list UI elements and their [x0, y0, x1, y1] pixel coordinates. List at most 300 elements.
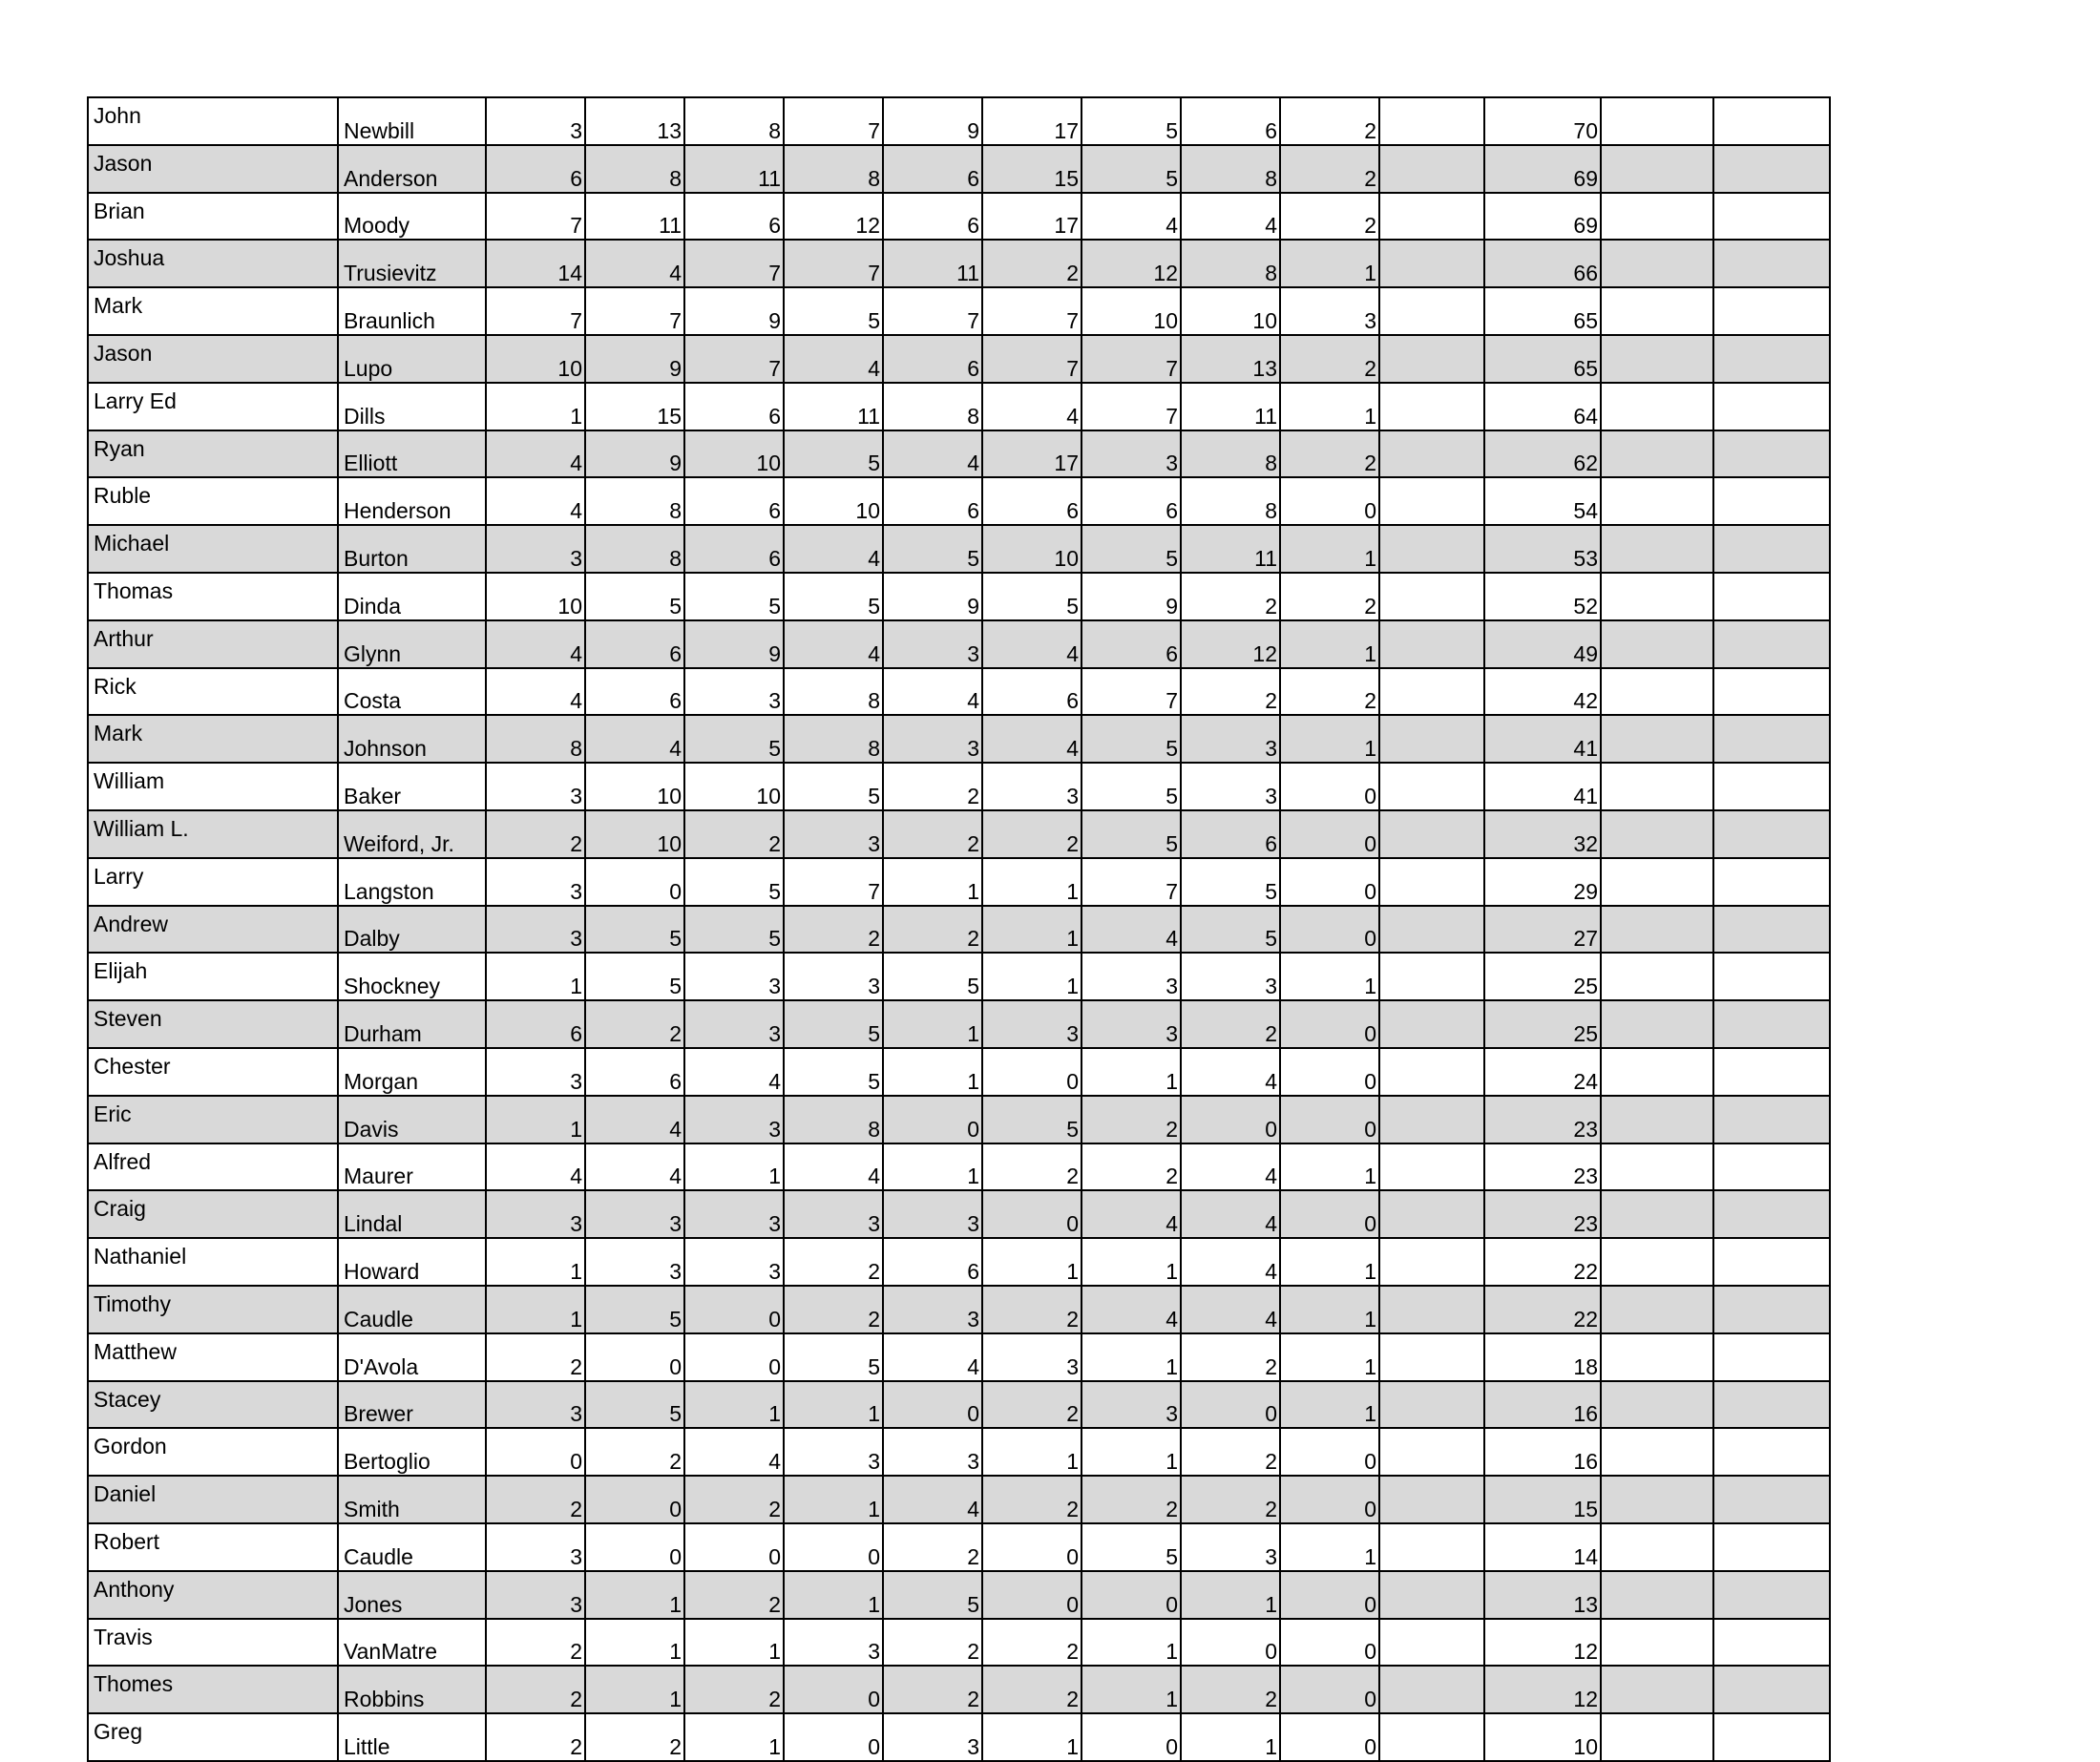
score-cell: 1 [784, 1571, 883, 1619]
score-cell: 4 [1082, 1286, 1181, 1333]
last-name-cell: Maurer [338, 1143, 486, 1191]
blank-cell [1713, 193, 1830, 241]
first-name-cell: Ryan [88, 430, 338, 478]
score-cell: 0 [1280, 1476, 1379, 1523]
blank-cell [1379, 383, 1484, 430]
first-name-cell: Brian [88, 193, 338, 241]
score-cell: 17 [982, 430, 1082, 478]
table-row [88, 1428, 1830, 1476]
score-cell: 11 [684, 145, 784, 193]
score-cell: 0 [1082, 1571, 1181, 1619]
score-cell: 5 [585, 953, 684, 1000]
last-name-cell: Dinda [338, 573, 486, 620]
score-cell: 4 [784, 335, 883, 383]
score-cell: 5 [784, 573, 883, 620]
blank-cell [1713, 1333, 1830, 1381]
last-name-cell: Henderson [338, 477, 486, 525]
score-cell: 11 [883, 240, 982, 287]
score-cell: 8 [784, 668, 883, 716]
total-cell: 16 [1484, 1381, 1601, 1429]
last-name-cell: Glynn [338, 620, 486, 668]
score-cell: 6 [883, 335, 982, 383]
blank-cell [1601, 287, 1713, 335]
total-cell: 69 [1484, 193, 1601, 241]
score-cell: 4 [585, 1096, 684, 1143]
score-cell: 3 [883, 1190, 982, 1238]
blank-cell [1713, 1286, 1830, 1333]
score-cell: 7 [684, 240, 784, 287]
blank-cell [1601, 240, 1713, 287]
last-name-cell: Howard [338, 1238, 486, 1286]
table-row [88, 1048, 1830, 1096]
score-cell: 5 [1082, 145, 1181, 193]
score-cell: 3 [486, 763, 585, 810]
first-name-cell: Steven [88, 1000, 338, 1048]
blank-cell [1601, 620, 1713, 668]
score-cell: 3 [1082, 430, 1181, 478]
first-name-cell: Larry [88, 858, 338, 906]
total-cell: 53 [1484, 525, 1601, 573]
score-cell: 5 [883, 525, 982, 573]
score-cell: 9 [883, 97, 982, 145]
score-cell: 0 [1181, 1096, 1280, 1143]
table-row [88, 97, 1830, 145]
score-cell: 8 [585, 525, 684, 573]
blank-cell [1379, 763, 1484, 810]
score-cell: 1 [486, 1286, 585, 1333]
score-cell: 2 [982, 1666, 1082, 1713]
score-cell: 6 [1082, 477, 1181, 525]
score-cell: 1 [982, 953, 1082, 1000]
score-cell: 1 [684, 1143, 784, 1191]
score-cell: 10 [684, 763, 784, 810]
score-cell: 0 [1280, 763, 1379, 810]
last-name-cell: Newbill [338, 97, 486, 145]
score-cell: 8 [784, 715, 883, 763]
score-cell: 0 [1280, 477, 1379, 525]
first-name-cell: Robert [88, 1523, 338, 1571]
blank-cell [1379, 525, 1484, 573]
score-cell: 8 [784, 145, 883, 193]
score-cell: 1 [982, 1238, 1082, 1286]
score-cell: 4 [784, 620, 883, 668]
score-cell: 4 [585, 1143, 684, 1191]
first-name-cell: Greg [88, 1713, 338, 1761]
score-cell: 1 [1082, 1666, 1181, 1713]
score-cell: 10 [982, 525, 1082, 573]
score-cell: 1 [1280, 1286, 1379, 1333]
score-cell: 1 [486, 1096, 585, 1143]
blank-cell [1601, 1619, 1713, 1667]
score-cell: 1 [684, 1381, 784, 1429]
blank-cell [1713, 620, 1830, 668]
blank-cell [1713, 763, 1830, 810]
last-name-cell: Durham [338, 1000, 486, 1048]
score-cell: 2 [1280, 97, 1379, 145]
blank-cell [1379, 1571, 1484, 1619]
last-name-cell: Shockney [338, 953, 486, 1000]
total-cell: 65 [1484, 287, 1601, 335]
blank-cell [1379, 1000, 1484, 1048]
score-cell: 1 [1280, 525, 1379, 573]
score-cell: 3 [982, 1333, 1082, 1381]
score-cell: 0 [585, 1523, 684, 1571]
blank-cell [1713, 1096, 1830, 1143]
blank-cell [1379, 477, 1484, 525]
blank-cell [1601, 1238, 1713, 1286]
last-name-cell: VanMatre [338, 1619, 486, 1667]
score-cell: 9 [1082, 573, 1181, 620]
score-cell: 1 [883, 1000, 982, 1048]
score-cell: 2 [883, 763, 982, 810]
score-cell: 4 [883, 668, 982, 716]
score-cell: 4 [982, 620, 1082, 668]
blank-cell [1713, 430, 1830, 478]
score-cell: 3 [684, 1000, 784, 1048]
first-name-cell: Matthew [88, 1333, 338, 1381]
score-cell: 6 [684, 193, 784, 241]
score-cell: 4 [1181, 1048, 1280, 1096]
total-cell: 16 [1484, 1428, 1601, 1476]
score-cell: 4 [684, 1048, 784, 1096]
score-cell: 0 [1280, 810, 1379, 858]
score-cell: 3 [486, 906, 585, 954]
score-cell: 2 [982, 1619, 1082, 1667]
score-cell: 3 [486, 1048, 585, 1096]
score-cell: 3 [684, 668, 784, 716]
score-cell: 10 [684, 430, 784, 478]
total-cell: 23 [1484, 1143, 1601, 1191]
score-cell: 1 [1280, 383, 1379, 430]
blank-cell [1601, 1476, 1713, 1523]
score-cell: 9 [585, 430, 684, 478]
blank-cell [1713, 1666, 1830, 1713]
blank-cell [1713, 1476, 1830, 1523]
blank-cell [1713, 1238, 1830, 1286]
first-name-cell: William [88, 763, 338, 810]
score-cell: 0 [1280, 1048, 1379, 1096]
score-cell: 11 [585, 193, 684, 241]
first-name-cell: Andrew [88, 906, 338, 954]
score-cell: 2 [1280, 145, 1379, 193]
table-row [88, 620, 1830, 668]
score-cell: 2 [982, 240, 1082, 287]
blank-cell [1379, 1476, 1484, 1523]
score-cell: 1 [1280, 1238, 1379, 1286]
blank-cell [1601, 1713, 1713, 1761]
score-cell: 3 [486, 97, 585, 145]
score-cell: 8 [585, 145, 684, 193]
blank-cell [1713, 715, 1830, 763]
blank-cell [1379, 1619, 1484, 1667]
score-cell: 10 [585, 810, 684, 858]
score-cell: 2 [883, 1666, 982, 1713]
score-cell: 9 [883, 573, 982, 620]
score-cell: 2 [883, 1523, 982, 1571]
score-cell: 4 [1181, 1143, 1280, 1191]
score-cell: 15 [982, 145, 1082, 193]
score-cell: 2 [486, 810, 585, 858]
score-cell: 6 [684, 383, 784, 430]
score-cell: 4 [486, 430, 585, 478]
score-cell: 2 [684, 810, 784, 858]
score-cell: 1 [684, 1713, 784, 1761]
blank-cell [1601, 1666, 1713, 1713]
score-cell: 3 [486, 1381, 585, 1429]
last-name-cell: Anderson [338, 145, 486, 193]
first-name-cell: Larry Ed [88, 383, 338, 430]
blank-cell [1601, 858, 1713, 906]
score-cell: 5 [784, 430, 883, 478]
score-cell: 10 [486, 335, 585, 383]
score-cell: 1 [486, 1238, 585, 1286]
score-cell: 0 [684, 1286, 784, 1333]
blank-cell [1713, 858, 1830, 906]
score-cell: 3 [1181, 715, 1280, 763]
score-cell: 0 [1280, 1190, 1379, 1238]
score-cell: 1 [883, 1048, 982, 1096]
score-cell: 2 [784, 1238, 883, 1286]
blank-cell [1713, 477, 1830, 525]
blank-cell [1713, 1048, 1830, 1096]
table-row [88, 430, 1830, 478]
first-name-cell: Stacey [88, 1381, 338, 1429]
table-row [88, 1713, 1830, 1761]
table-row [88, 287, 1830, 335]
total-cell: 66 [1484, 240, 1601, 287]
first-name-cell: Alfred [88, 1143, 338, 1191]
score-cell: 2 [1280, 335, 1379, 383]
blank-cell [1379, 1190, 1484, 1238]
score-cell: 7 [1082, 668, 1181, 716]
blank-cell [1379, 193, 1484, 241]
score-cell: 3 [486, 525, 585, 573]
blank-cell [1713, 810, 1830, 858]
score-cell: 4 [486, 1143, 585, 1191]
score-cell: 3 [585, 1238, 684, 1286]
total-cell: 62 [1484, 430, 1601, 478]
blank-cell [1601, 668, 1713, 716]
score-cell: 1 [784, 1476, 883, 1523]
score-cell: 4 [585, 240, 684, 287]
blank-cell [1379, 1238, 1484, 1286]
last-name-cell: Braunlich [338, 287, 486, 335]
first-name-cell: Timothy [88, 1286, 338, 1333]
score-cell: 14 [486, 240, 585, 287]
table-row [88, 1333, 1830, 1381]
total-cell: 18 [1484, 1333, 1601, 1381]
blank-cell [1601, 1381, 1713, 1429]
blank-cell [1713, 383, 1830, 430]
table-row [88, 858, 1830, 906]
score-cell: 10 [1082, 287, 1181, 335]
total-cell: 24 [1484, 1048, 1601, 1096]
score-cell: 2 [1181, 1333, 1280, 1381]
table-row [88, 477, 1830, 525]
score-cell: 6 [982, 477, 1082, 525]
last-name-cell: Caudle [338, 1523, 486, 1571]
last-name-cell: Lindal [338, 1190, 486, 1238]
blank-cell [1713, 287, 1830, 335]
last-name-cell: Johnson [338, 715, 486, 763]
score-cell: 7 [982, 287, 1082, 335]
score-cell: 7 [1082, 858, 1181, 906]
score-cell: 6 [585, 1048, 684, 1096]
table-row [88, 953, 1830, 1000]
score-cell: 2 [1280, 668, 1379, 716]
blank-cell [1713, 1428, 1830, 1476]
last-name-cell: Robbins [338, 1666, 486, 1713]
score-cell: 2 [1181, 1666, 1280, 1713]
total-cell: 41 [1484, 763, 1601, 810]
blank-cell [1713, 525, 1830, 573]
first-name-cell: Rick [88, 668, 338, 716]
table-row [88, 1571, 1830, 1619]
table-row [88, 1096, 1830, 1143]
score-cell: 5 [1082, 715, 1181, 763]
score-cell: 2 [1280, 430, 1379, 478]
blank-cell [1713, 1523, 1830, 1571]
blank-cell [1601, 810, 1713, 858]
score-cell: 7 [486, 193, 585, 241]
score-cell: 4 [883, 430, 982, 478]
score-cell: 3 [486, 858, 585, 906]
total-cell: 29 [1484, 858, 1601, 906]
score-cell: 4 [486, 477, 585, 525]
score-cell: 5 [883, 1571, 982, 1619]
score-cell: 2 [883, 810, 982, 858]
score-cell: 6 [982, 668, 1082, 716]
blank-cell [1601, 906, 1713, 954]
score-cell: 0 [1280, 906, 1379, 954]
score-cell: 1 [1280, 953, 1379, 1000]
score-cell: 4 [784, 1143, 883, 1191]
score-cell: 1 [982, 1428, 1082, 1476]
score-cell: 4 [1181, 1286, 1280, 1333]
score-cell: 5 [784, 1000, 883, 1048]
total-cell: 32 [1484, 810, 1601, 858]
score-cell: 6 [883, 477, 982, 525]
total-cell: 54 [1484, 477, 1601, 525]
table-row [88, 715, 1830, 763]
score-cell: 2 [784, 906, 883, 954]
score-cell: 1 [585, 1666, 684, 1713]
score-cell: 4 [1082, 1190, 1181, 1238]
score-cell: 4 [1181, 1190, 1280, 1238]
score-cell: 1 [1280, 620, 1379, 668]
score-cell: 10 [1181, 287, 1280, 335]
blank-cell [1379, 573, 1484, 620]
score-cell: 3 [883, 715, 982, 763]
score-cell: 4 [684, 1428, 784, 1476]
total-cell: 64 [1484, 383, 1601, 430]
blank-cell [1379, 145, 1484, 193]
total-cell: 12 [1484, 1666, 1601, 1713]
score-cell: 8 [684, 97, 784, 145]
score-cell: 0 [1082, 1713, 1181, 1761]
score-cell: 10 [784, 477, 883, 525]
score-cell: 3 [684, 953, 784, 1000]
score-cell: 0 [883, 1381, 982, 1429]
table-row [88, 763, 1830, 810]
score-cell: 3 [486, 1523, 585, 1571]
blank-cell [1601, 1523, 1713, 1571]
score-cell: 3 [982, 763, 1082, 810]
first-name-cell: Daniel [88, 1476, 338, 1523]
last-name-cell: Burton [338, 525, 486, 573]
score-cell: 3 [784, 1190, 883, 1238]
score-cell: 3 [784, 953, 883, 1000]
score-cell: 0 [1280, 858, 1379, 906]
score-cell: 8 [486, 715, 585, 763]
score-cell: 5 [684, 715, 784, 763]
score-cell: 1 [1280, 240, 1379, 287]
first-name-cell: Thomas [88, 573, 338, 620]
score-cell: 5 [982, 1096, 1082, 1143]
score-cell: 6 [684, 525, 784, 573]
score-cell: 7 [1082, 383, 1181, 430]
blank-cell [1601, 430, 1713, 478]
score-cell: 4 [1082, 906, 1181, 954]
blank-cell [1601, 1000, 1713, 1048]
score-cell: 12 [1082, 240, 1181, 287]
score-cell: 1 [982, 858, 1082, 906]
score-cell: 3 [1181, 953, 1280, 1000]
table-row [88, 1476, 1830, 1523]
score-cell: 2 [486, 1333, 585, 1381]
score-cell: 0 [982, 1571, 1082, 1619]
blank-cell [1713, 1713, 1830, 1761]
score-cell: 2 [684, 1571, 784, 1619]
total-cell: 65 [1484, 335, 1601, 383]
last-name-cell: Dills [338, 383, 486, 430]
blank-cell [1601, 383, 1713, 430]
blank-cell [1601, 1571, 1713, 1619]
table-row [88, 810, 1830, 858]
total-cell: 25 [1484, 953, 1601, 1000]
score-cell: 0 [684, 1333, 784, 1381]
table-row [88, 1381, 1830, 1429]
score-cell: 0 [1280, 1096, 1379, 1143]
score-cell: 3 [684, 1096, 784, 1143]
score-cell: 5 [1082, 1523, 1181, 1571]
score-cell: 5 [784, 287, 883, 335]
blank-cell [1379, 1333, 1484, 1381]
table-row [88, 193, 1830, 241]
last-name-cell: Dalby [338, 906, 486, 954]
score-cell: 2 [1181, 668, 1280, 716]
last-name-cell: Morgan [338, 1048, 486, 1096]
score-cell: 0 [784, 1713, 883, 1761]
table-row [88, 573, 1830, 620]
score-cell: 2 [684, 1476, 784, 1523]
score-cell: 2 [1181, 1428, 1280, 1476]
score-cell: 10 [486, 573, 585, 620]
score-cell: 7 [486, 287, 585, 335]
blank-cell [1713, 240, 1830, 287]
blank-cell [1713, 1381, 1830, 1429]
score-cell: 0 [1181, 1381, 1280, 1429]
score-cell: 7 [784, 858, 883, 906]
blank-cell [1601, 1286, 1713, 1333]
score-cell: 5 [684, 573, 784, 620]
score-cell: 3 [684, 1238, 784, 1286]
first-name-cell: Ruble [88, 477, 338, 525]
blank-cell [1379, 1428, 1484, 1476]
first-name-cell: Mark [88, 287, 338, 335]
score-cell: 5 [585, 1381, 684, 1429]
score-cell: 1 [1280, 1381, 1379, 1429]
